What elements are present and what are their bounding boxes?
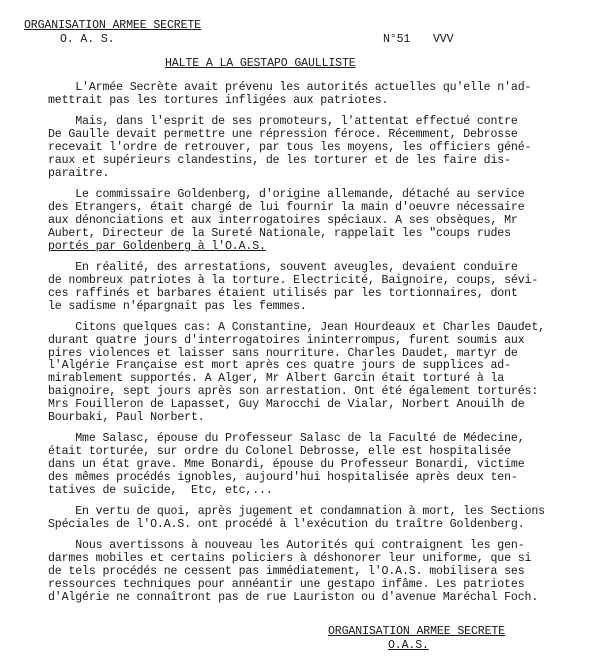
text-line: l'Algérie Française est mort après ces quatre jours de supplices ad- [48,359,511,373]
text-line: L'Armée Secrète avait prévenu les autorités actuelles qu'elle n'ad- [48,81,532,94]
text-line: ces raffinés et barbares étaient utilisés par les tortionnaires, dont [48,286,518,300]
text-line: En vertu de quoi, après jugement et condamnation à mort, les Sections [48,505,545,519]
document-title: HALTE A LA GESTAPO GAULLISTE [165,57,356,70]
text-line: Le commissaire Goldenberg, d'origine allemande, détaché au service [48,188,525,202]
paragraph-1 [48,82,607,108]
paragraph-3 [48,189,607,253]
text-line: Bourbaki, Paul Norbert. [48,411,205,425]
paragraph-7 [48,506,607,532]
text-line: Mme Salasc, épouse du Professeur Salasc de la Faculté de Médecine, [48,432,525,446]
text-line: portés par Goldenberg à l'O.A.S. [48,239,266,253]
text-line: ressources techniques pour annéantir une gestapo infâme. Les patriotes [48,578,525,592]
issue-number: N°51 [383,33,411,46]
text-line: de nombreux patriotes à la torture. Electricité, Baignoire, coups, sévi- [48,273,539,287]
text-line: tatives de suicide, Etc, etc,... [48,483,273,497]
text-line: des mêmes procédés ignobles, aujourd'hui hospitalisée après deux ten- [48,471,518,484]
text-line: baignoire, sept jours après son arrestation. Ont été également torturés: [48,385,539,399]
text-line: aux dénonciations et aux interrogatoires spéciaux. A ses obsèques, Mr [48,213,518,227]
text-line: raux et supérieurs clandestins, de les torturer et de les faire dis- [48,153,511,167]
text-line: de tels procédés ne cessent pas immédiatement, l'O.A.S. mobilisera ses [48,565,525,579]
text-line: des Etrangers, était chargé de lui fournir la main d'oeuvre nécessaire [48,200,525,214]
header-organisation: ORGANISATION ARMEE SECRETE [24,19,201,32]
text-line: De Gaulle devait permettre une répression féroce. Récemment, Debrosse [48,128,518,142]
document-body [48,82,607,613]
text-line: mettrait pas les tortures infligées aux patriotes. [48,93,389,107]
text-line: Mrs Fouilleron de Lapasset, Guy Marocchi de Vialar, Norbert Anouilh de [48,398,525,412]
text-line: était torturée, sur ordre du Colonel Debrosse, elle est hospitalisée [48,445,511,459]
text-line: pires violences et laisser sans nourriture. Charles Daudet, martyr de [48,346,518,360]
text-line: Nous avertissons à nouveau les Autorités qui contraignent les gen- [48,539,525,553]
text-line: paraitre. [48,166,110,180]
text-line: mirablement supportés. A Alger, Mr Albert Garcin était torturé à la [48,372,505,386]
text-line: dans un état grave. Mme Bonardi, épouse du Professeur Bonardi, victime [48,458,525,472]
paragraph-2 [48,116,607,180]
text-line: recevait l'ordre de retrouver, par tous les moyens, les officiers géné- [48,140,532,154]
header-acronym: O. A. S. [60,33,115,46]
text-line: d'Algérie ne connaîtront pas de rue Lauriston ou d'avenue Maréchal Foch. [48,590,539,604]
issue-code: VVV [433,33,454,46]
signature-acronym: O.A.S. [388,639,429,652]
text-line: Mais, dans l'esprit de ses promoteurs, l'attentat effectué contre [48,115,518,129]
paragraph-4 [48,262,607,314]
text-line: darmes mobiles et certains policiers à déshonorer leur uniforme, que si [48,552,532,566]
paragraph-6 [48,433,607,497]
text-line: Aubert, Directeur de la Sureté Nationale, rappelait les "coups rudes [48,226,511,240]
signature-organisation: ORGANISATION ARMEE SECRETE [328,625,505,638]
text-line: En réalité, des arrestations, souvent aveugles, devaient conduire [48,260,518,274]
paragraph-5 [48,322,607,425]
text-line: Spéciales de l'O.A.S. ont procédé à l'exécution du traître Goldenberg. [48,518,525,532]
text-line: Citons quelques cas: A Constantine, Jean Hourdeaux et Charles Daudet, [48,320,545,334]
paragraph-8 [48,540,607,604]
text-line: durant quatre jours d'interrogatoires ininterrompus, furent soumis aux [48,333,525,347]
text-line: le sadisme n'épargnait pas les femmes. [48,299,307,313]
